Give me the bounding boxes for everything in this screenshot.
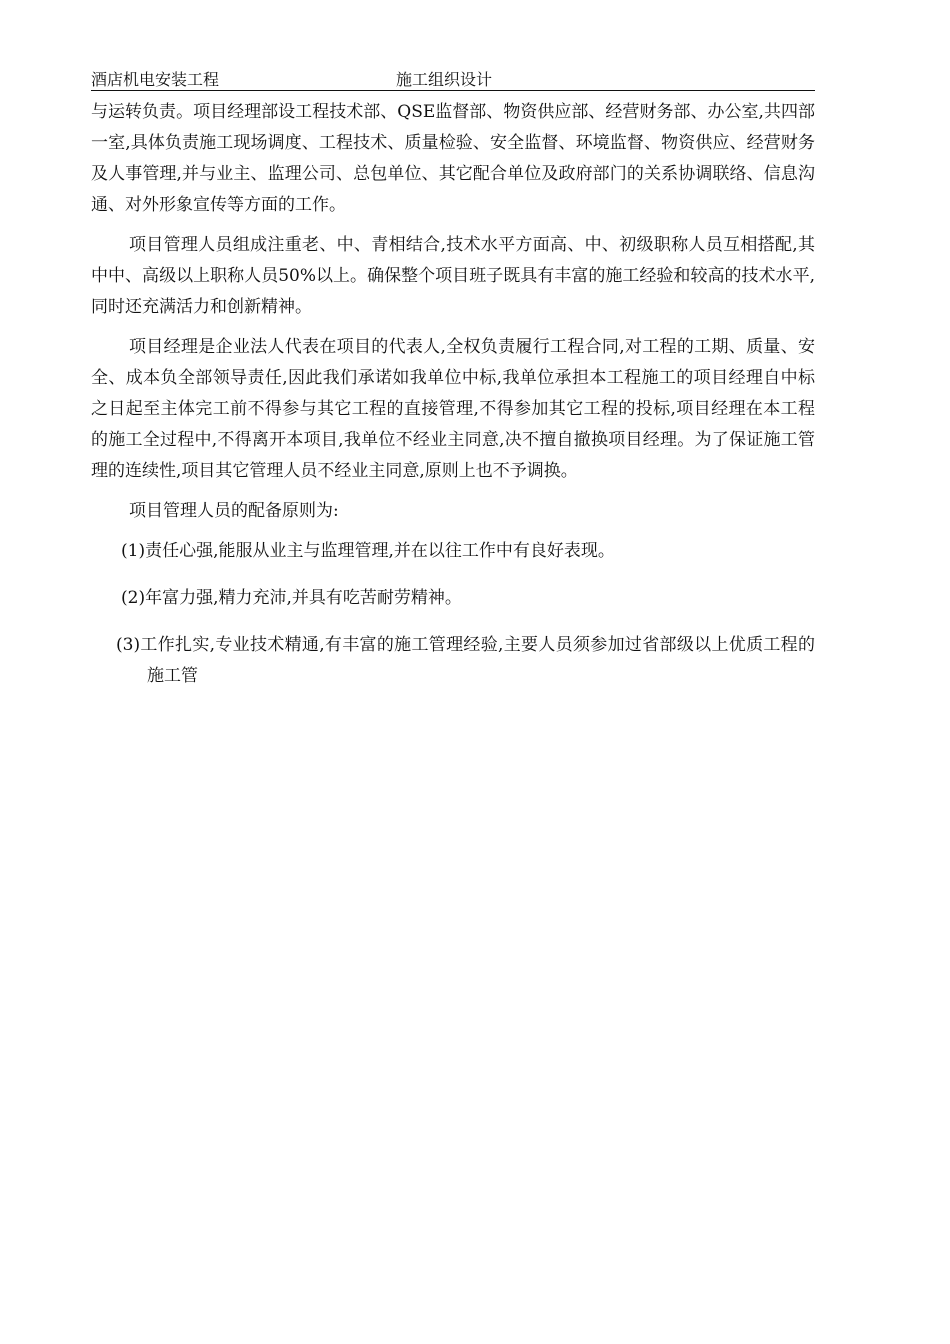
paragraph-project-manager: 项目经理是企业法人代表在项目的代表人,全权负责履行工程合同,对工程的工期、质量、安全、成本负全部领导责任,因此我们承诺如我单位中标,我单位承担本工程施工的项目经理自中标之日起至主体完工前不得参与其它工程的直接管理,不得参加其它工程的投标,项目经理在本工程的施工全过程中,不得离开本项目,我单位不经业主同意,决不擅自撤换项目经理。为了保证施工管理的连续性,项目其它管理人员不经业主同意,原则上也不予调换。: [91, 337, 815, 481]
paragraph-department-setup: 与运转负责。项目经理部设工程技术部、QSE监督部、物资供应部、经营财务部、办公室,共四部一室,具体负责施工现场调度、工程技术、质量检验、安全监督、环境监督、物资供应、经营财务及人事管理,并与业主、监理公司、总包单位、其它配合单位及政府部门的关系协调联络、信息沟通、对外形象宣传等方面的工作。: [91, 102, 815, 215]
list-item: (1)责任心强,能服从业主与监理管理,并在以往工作中有良好表现。: [121, 541, 615, 561]
header-divider: [91, 90, 815, 91]
page-header: [91, 70, 815, 89]
list-item: (3)工作扎实,专业技术精通,有丰富的施工管理经验,主要人员须参加过省部级以上优质工程的施工管: [116, 635, 815, 686]
paragraph-staff-composition: 项目管理人员组成注重老、中、青相结合,技术水平方面高、中、初级职称人员互相搭配,其中中、高级以上职称人员50%以上。确保整个项目班子既具有丰富的施工经验和较高的技术水平,同时还充满活力和创新精神。: [91, 235, 815, 317]
header-document-title: 施工组织设计: [396, 70, 493, 89]
paragraph-staffing-principles: 项目管理人员的配备原则为:: [129, 501, 339, 521]
document-body: [91, 97, 815, 692]
list-item: (2)年富力强,精力充沛,并具有吃苦耐劳精神。: [121, 588, 462, 608]
header-project-title: 酒店机电安装工程: [91, 70, 220, 89]
